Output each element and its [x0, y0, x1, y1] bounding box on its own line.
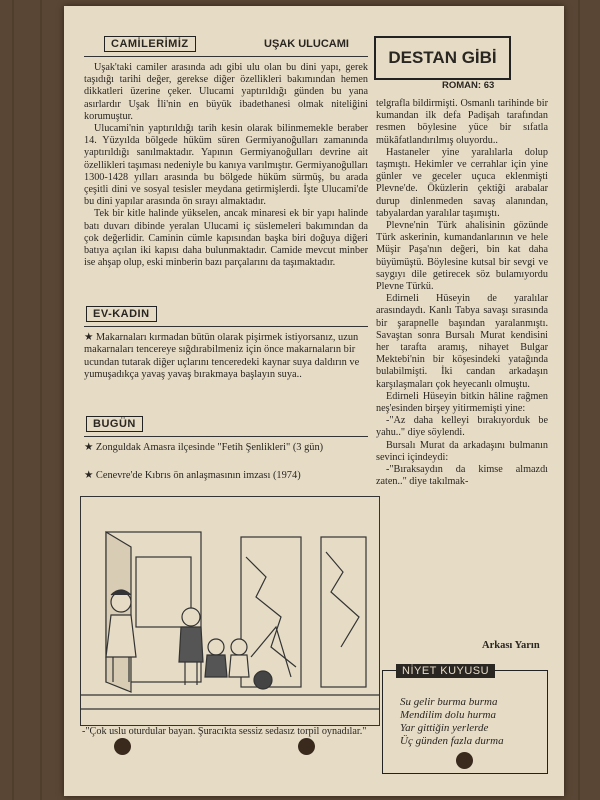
star-bullet-icon: ★	[84, 332, 96, 343]
divider	[84, 326, 368, 327]
section-label-niyet-kuyusu: NİYET KUYUSU	[396, 664, 495, 678]
cartoon-illustration	[80, 496, 380, 726]
paragraph: Edirneli Hüseyin bitkin hâline rağmen neş'esinden birşey yitirmemişti yine:	[376, 390, 548, 415]
poem-line: Üç günden fazla durma	[400, 735, 504, 747]
today-item	[84, 470, 370, 482]
continued-label: Arkası Yarın	[482, 640, 540, 651]
serial-novel-text	[376, 98, 548, 489]
section-label-bugun: BUGÜN	[86, 416, 143, 432]
paragraph: Plevne'nin Türk ahalisinin gözünde Türk askerinin, kumandanlarının ve hele Müşir Paşa'nın değeri, bin kat daha büyümüştü. Böylesine kutsal bir sevgi ve saygıyı dile getirecek söz bulamıyordu Plevne Türkü.	[376, 220, 548, 293]
paragraph: Bursalı Murat da arkadaşını bulmanın sevinci içindeydi:	[376, 439, 548, 463]
cartoon-drawing	[81, 497, 379, 725]
section-label-ev-kadin: EV-KADIN	[86, 306, 157, 322]
punch-hole	[456, 752, 473, 769]
paragraph: Ulucami'nin yaptırıldığı tarih kesin olarak bilinmemekle beraber 14. Yüzyılda bölgede hüküm süren Germiyanoğulları zamanında yaptırıldığı sanılmaktadır. Yapının Germiyanoğulları devrine ait özellikleri taşıması nedeniyle bu kanıya varılmıştır. Germiyanoğulları 1300-1428 yılları arasında bu bölgede hüküm sürmüş, bu arada çeşitli dini ve sosyal tesisler meydana getirmişlerdi. İşte Ulucami'de bu dini yapılar arasında ön sırayı almaktadır.	[84, 123, 368, 208]
paragraph: Tek bir kitle halinde yükselen, ancak minaresi ek bir yapı halinde batı duvarı dibinde yeralan Ulucami iç süslemeleri bakımından da çok değerlidir. Caminin cümle kapısından başka biri doğuya diğeri batıya açılan iki kapısı daha bulunmaktadır. Camide mevcut minber ise ahşap olup, eski minberin bazı parçalarını da taşımaktadır.	[84, 208, 368, 269]
punch-hole	[298, 738, 315, 755]
cartoon-caption: -"Çok uslu oturdular bayan. Şuracıkta sessiz sedasız torpil oynadılar."	[82, 726, 367, 737]
today-text: Cenevre'de Kıbrıs ön anlaşmasının imzası (1974)	[95, 470, 301, 481]
poem	[400, 696, 504, 748]
divider	[84, 436, 368, 437]
paragraph: -"Bıraksaydın da kimse almazdı zaten.." diye takılmak-	[376, 464, 548, 488]
article-title: UŞAK ULUCAMI	[264, 38, 349, 50]
mosque-article	[84, 62, 368, 269]
poem-line: Su gelir burma burma	[400, 696, 498, 708]
today-text: Zonguldak Amasra ilçesinde "Fetih Şenlikleri" (3 gün)	[95, 442, 324, 453]
poem-line: Yar gittiğin yerlerde	[400, 722, 489, 734]
punch-hole	[114, 738, 131, 755]
newspaper-clipping	[64, 6, 564, 796]
paragraph: Uşak'taki camiler arasında adı gibi ulu olan bu dini yapı, gerek taşıdığı tarihi değer, gerekse diğer özellikleri bakımından hemen dikkatleri üzerine çeker. Ulucami yaptırıldığı günden bu yana asırlardır Uşak İli'nin en büyük ibadethanesi olmak niteliğini korumuştur.	[84, 62, 368, 122]
serial-title: DESTAN GİBİ	[374, 36, 511, 80]
paragraph: telgrafla bildirmişti. Osmanlı tarihinde bir kumandan ilk defa Padişah tarafından resmen böylesine yüce bir sıfatla mükâfatlandırılmış oluyordu..	[376, 98, 548, 146]
divider	[84, 56, 368, 57]
paragraph: -"Az daha kelleyi bırakıyorduk be yahu.." diye söylendi.	[376, 415, 548, 439]
poem-line: Mendilim dolu hurma	[400, 709, 496, 721]
star-bullet-icon: ★	[84, 442, 96, 453]
paragraph: Edirneli Hüseyin de yaralılar arasındaydı. Kanlı Tabya savaşı sırasında bir şarapnelle başından yaralanmıştı. Savaştan sonra Bursalı Murat kendisini her tarafta aramış, nihayet Bulgar Mektebi'nin bir köşesindeki yatağında bulabilmişti. İki candan arkadaşın karşılaşmaları çok heyecanlı olmuştu.	[376, 293, 548, 390]
section-label-camilerimiz: CAMİLERİMİZ	[104, 36, 196, 52]
serial-episode: ROMAN: 63	[442, 80, 495, 91]
tip-text: Makarnaları kırmadan bütün olarak pişirmek istiyorsanız, uzun makarnaları tencereye sığdırabilmeniz için önce makarnaların bir ucundan tutarak diğer uçlarını tenceredeki kaynar suya daldırın ve yumuşadıkça yavaş yavaş bırakmaya başlayın suya..	[84, 332, 360, 381]
paragraph: Hastaneler yine yaralılarla dolup taşmıştı. Hekimler ve cerrahlar için yine günler ve geceler uçuca eklenmişti Plevne'de. Öküzlerin çektiği arabalar durup dinlenmeden savaş alanından, tabyalardan yaralılar taşımıştı.	[376, 146, 548, 219]
household-tip	[84, 332, 370, 382]
today-item	[84, 442, 370, 454]
star-bullet-icon: ★	[84, 470, 96, 481]
